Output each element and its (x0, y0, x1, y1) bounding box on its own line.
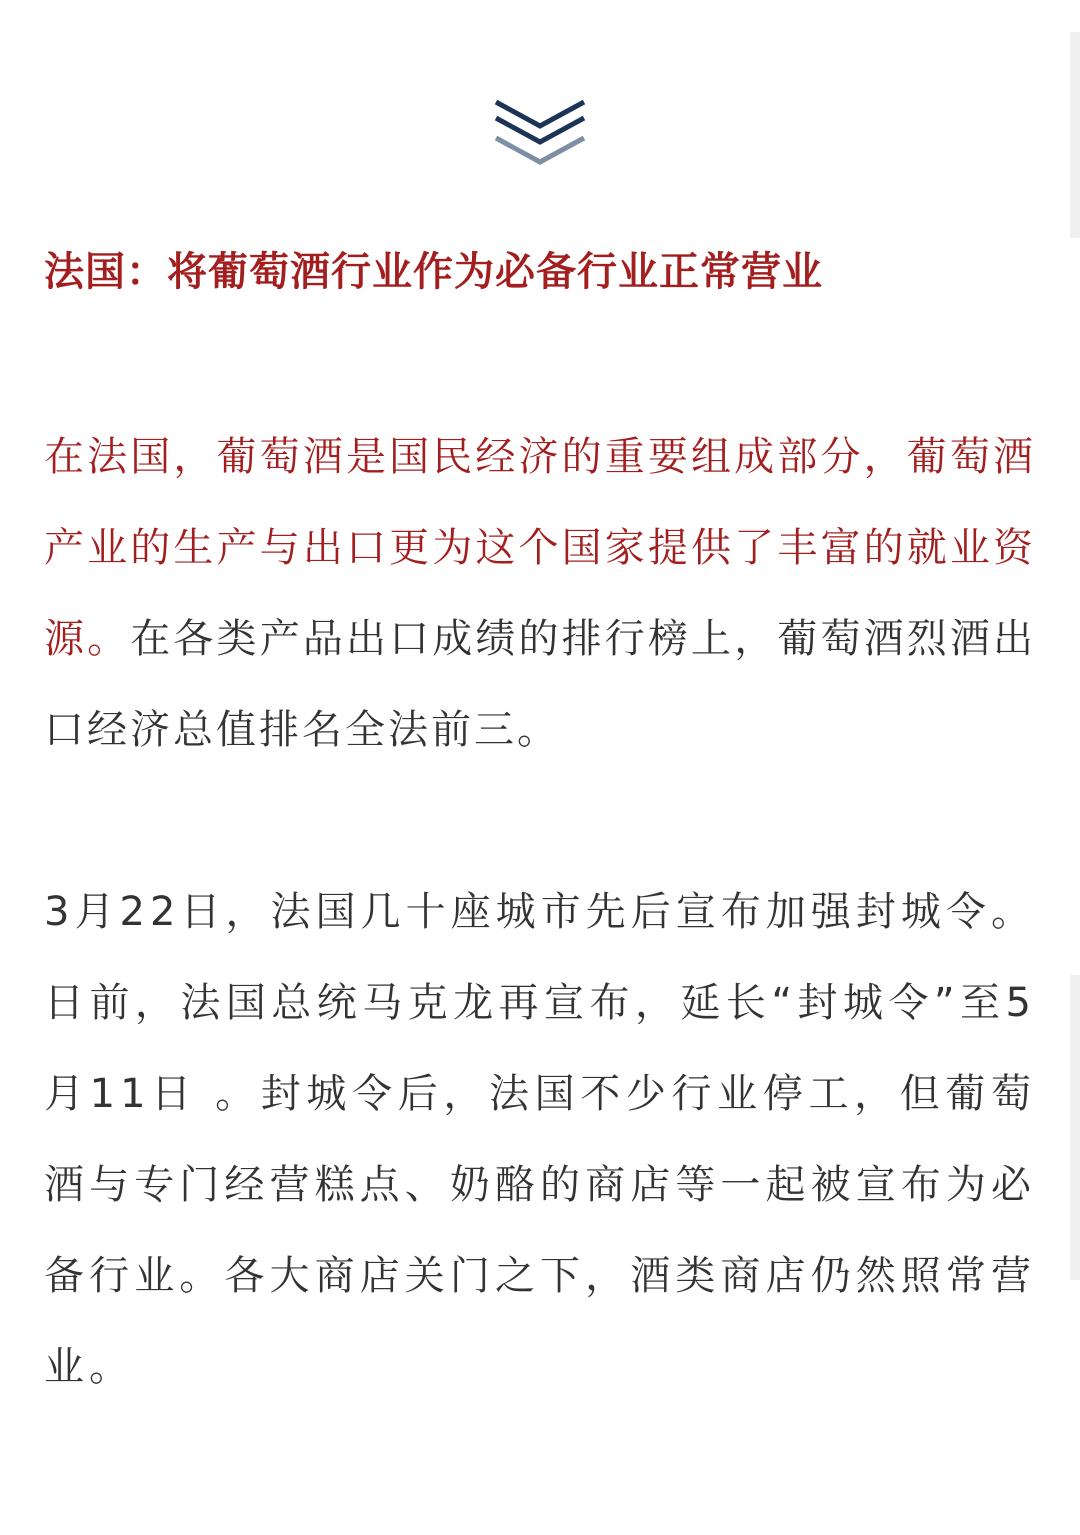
double-chevron-down-icon (492, 96, 588, 168)
scroll-edge-bottom (1070, 975, 1080, 1280)
article-title: 法国：将葡萄酒行业作为必备行业正常营业 (44, 249, 823, 295)
paragraph-1 (44, 412, 1036, 776)
paragraph-1-highlight: 在法国，葡萄酒是国民经济的重要组成部分，葡萄酒产业的生产与出口更为这个国家提供了丰富的就业资源。 (44, 434, 1036, 662)
paragraph-2: 3月22日，法国几十座城市先后宣布加强封城令。日前，法国总统马克龙再宣布，延长“封城令”至5月11日 。封城令后，法国不少行业停工，但葡萄酒与专门经营糕点、奶酪的商店等一起被宣布为必备行业。各大商店关门之下，酒类商店仍然照常营业。 (44, 889, 1036, 1390)
section-divider (0, 96, 1080, 168)
paragraph-1-rest: 在各类产品出口成绩的排行榜上，葡萄酒烈酒出口经济总值排名全法前三。 (44, 616, 1037, 753)
